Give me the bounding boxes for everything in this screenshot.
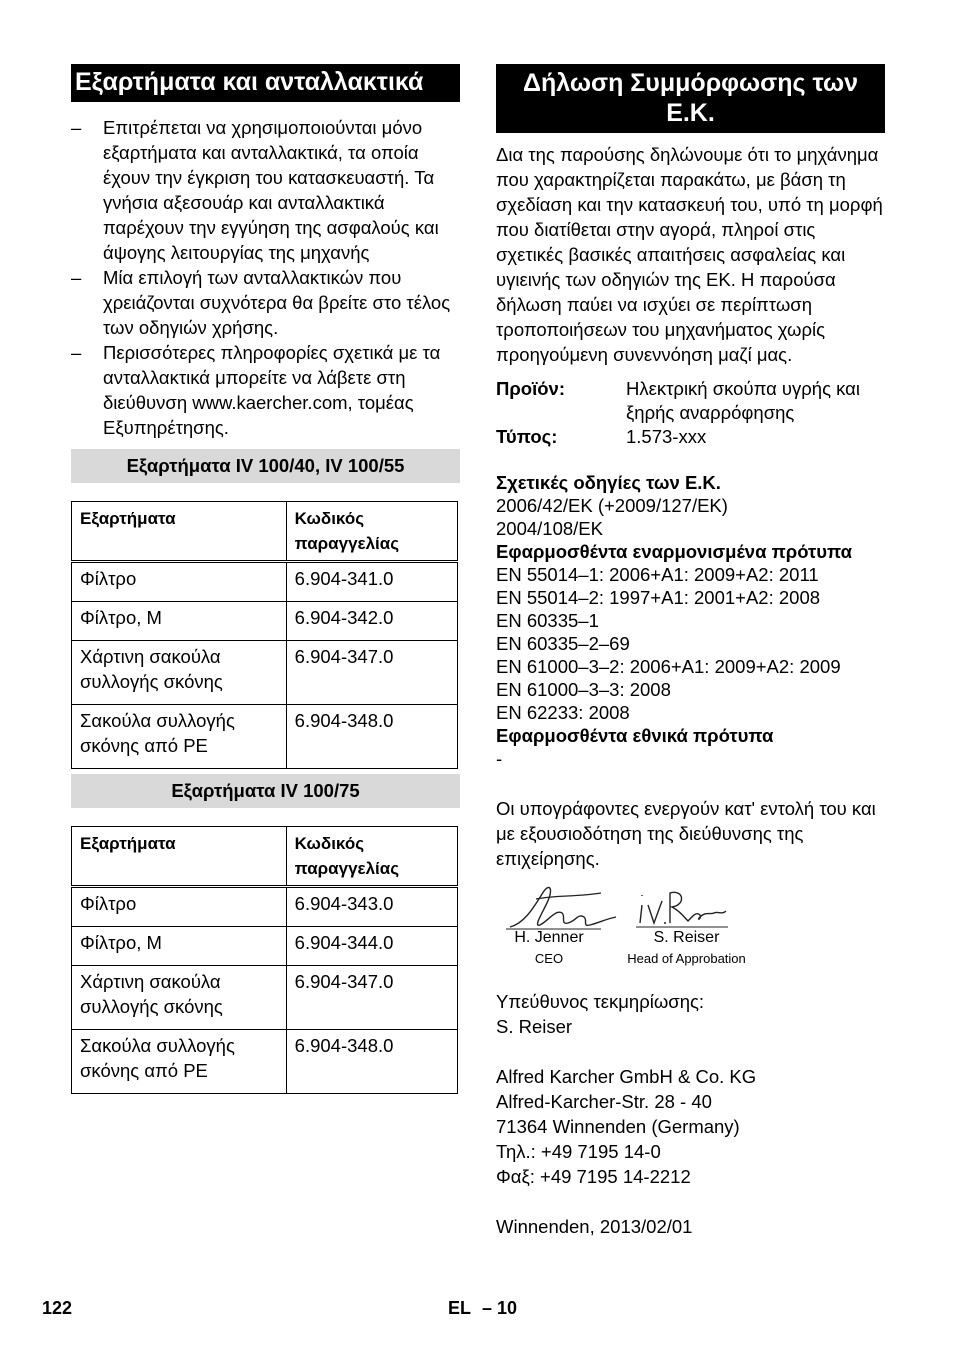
type-row bbox=[496, 425, 885, 449]
directive-item: 2004/108/ΕΚ bbox=[496, 518, 603, 539]
product-label: Προϊόν: bbox=[496, 378, 565, 399]
address-fax: Φαξ: +49 7195 14-2212 bbox=[496, 1166, 691, 1187]
table1-title: Εξαρτήματα IV 100/40, IV 100/55 bbox=[71, 449, 460, 483]
table-row: Φίλτρο 6.904-343.0 bbox=[72, 887, 458, 927]
product-row bbox=[496, 377, 885, 425]
table2-title: Εξαρτήματα IV 100/75 bbox=[71, 774, 460, 808]
standard-item: EN 61000–3–2: 2006+A1: 2009+A2: 2009 bbox=[496, 656, 841, 677]
address-phone: Τηλ.: +49 7195 14-0 bbox=[496, 1141, 661, 1162]
standards-title: Εφαρμοσθέντα εναρμονισμένα πρότυπα bbox=[496, 541, 853, 562]
doc-responsible-name: S. Reiser bbox=[496, 1016, 573, 1037]
table-row: Φίλτρο 6.904-341.0 bbox=[72, 562, 458, 602]
standard-item: EN 55014–1: 2006+A1: 2009+A2: 2011 bbox=[496, 564, 819, 585]
right-column bbox=[496, 64, 885, 1239]
section-heading-accessories: Εξαρτήματα και ανταλλακτικά bbox=[71, 64, 460, 102]
national-standards-value: - bbox=[496, 748, 503, 769]
column-header: Κωδικός παραγγελίας bbox=[286, 827, 457, 887]
signer2-role: Head of Approbation bbox=[627, 951, 746, 966]
doc-responsible-label: Υπεύθυνος τεκμηρίωσης: bbox=[496, 991, 705, 1012]
address-line: Alfred-Karcher-Str. 28 - 40 bbox=[496, 1091, 712, 1112]
type-label: Τύπος: bbox=[496, 426, 558, 447]
signer1-role: CEO bbox=[534, 951, 564, 966]
left-column bbox=[71, 64, 460, 1094]
place-date: Winnenden, 2013/02/01 bbox=[496, 1216, 693, 1237]
list-item: – Επιτρέπεται να χρησιμοποιούνται μόνο εξαρτήματα και ανταλλακτικά, τα οποία έχουν την έγκριση του κατασκευαστή. Τα γνήσια αξεσουάρ και ανταλλακτικά παρέχουν την εγγύηση της ασφαλούς και άψογης λειτουργίας της μηχανής bbox=[71, 117, 439, 263]
table-row: Φίλτρο, M 6.904-344.0 bbox=[72, 927, 458, 966]
footer-language: EL bbox=[448, 1298, 472, 1318]
column-header: Εξαρτήματα bbox=[72, 502, 287, 562]
table-row: Χάρτινη σακούλα συλλογής σκόνης 6.904-347.0 bbox=[72, 641, 458, 705]
table-row: Φίλτρο, M 6.904-342.0 bbox=[72, 602, 458, 641]
standard-item: EN 55014–2: 1997+A1: 2001+A2: 2008 bbox=[496, 587, 821, 608]
footer-subpage: – 10 bbox=[482, 1298, 518, 1318]
national-standards-title: Εφαρμοσθέντα εθνικά πρότυπα bbox=[496, 725, 774, 746]
address-line: Alfred Karcher GmbH & Co. KG bbox=[496, 1066, 757, 1087]
table-header-row bbox=[72, 502, 458, 562]
signers-text: Οι υπογράφοντες ενεργούν κατ' εντολή του και με εξουσιοδότηση της διεύθυνσης της επιχείρησης. bbox=[496, 798, 876, 869]
parts-table-2 bbox=[71, 826, 458, 1094]
list-item: – Μία επιλογή των ανταλλακτικών που χρειάζονται συχνότερα θα βρείτε στο τέλος των οδηγιών χρήσης. bbox=[71, 267, 451, 338]
type-value: 1.573-xxx bbox=[626, 426, 707, 447]
address-line: 71364 Winnenden (Germany) bbox=[496, 1116, 740, 1137]
signatures bbox=[496, 883, 885, 975]
accessories-notes-list bbox=[71, 115, 460, 440]
signature-jenner-icon bbox=[506, 883, 631, 935]
signer2-name: S. Reiser bbox=[653, 929, 720, 946]
table-header-row bbox=[72, 827, 458, 887]
table-row: Σακούλα συλλογής σκόνης από PE 6.904-348.0 bbox=[72, 1030, 458, 1094]
section-heading-declaration: Δήλωση Συμμόρφωσης των Ε.Κ. bbox=[496, 64, 885, 133]
column-header: Κωδικός παραγγελίας bbox=[286, 502, 457, 562]
standard-item: EN 60335–1 bbox=[496, 610, 599, 631]
page-number: 122 bbox=[42, 1298, 73, 1318]
parts-table-1 bbox=[71, 501, 458, 769]
table-row: Σακούλα συλλογής σκόνης από PE 6.904-348.0 bbox=[72, 705, 458, 769]
column-header: Εξαρτήματα bbox=[72, 827, 287, 887]
standard-item: EN 60335–2–69 bbox=[496, 633, 630, 654]
table-row: Χάρτινη σακούλα συλλογής σκόνης 6.904-347.0 bbox=[72, 966, 458, 1030]
signer1-name: H. Jenner bbox=[514, 929, 584, 946]
product-value: Ηλεκτρική σκούπα υγρής και ξηρής αναρρόφησης bbox=[626, 378, 860, 423]
directive-item: 2006/42/ΕΚ (+2009/127/ΕΚ) bbox=[496, 495, 728, 516]
standard-item: EN 62233: 2008 bbox=[496, 702, 630, 723]
signature-reiser-icon bbox=[636, 887, 731, 931]
standard-item: EN 61000–3–3: 2008 bbox=[496, 679, 671, 700]
list-item: – Περισσότερες πληροφορίες σχετικά με τα ανταλλακτικά μπορείτε να λάβετε στη διεύθυνση www.kaercher.com, τομέας Εξυπηρέτησης. bbox=[71, 342, 441, 438]
directives-title: Σχετικές οδηγίες των Ε.Κ. bbox=[496, 472, 721, 493]
declaration-intro: Δια της παρούσης δηλώνουμε ότι το μηχάνημα που χαρακτηρίζεται παρακάτω, με βάση τη σχεδίαση και την κατασκευή του, υπό τη μορφή που διατίθεται στην αγορά, πληροί στις σχετικές βασικές απαιτήσεις ασφαλείας και υγιεινής των οδηγιών της ΕΚ. Η παρούσα δήλωση παύει να ισχύει σε περίπτωση τροποποιήσεων του μηχανήματος χωρίς προηγούμενη συνεννόηση μαζί μας. bbox=[496, 144, 883, 365]
